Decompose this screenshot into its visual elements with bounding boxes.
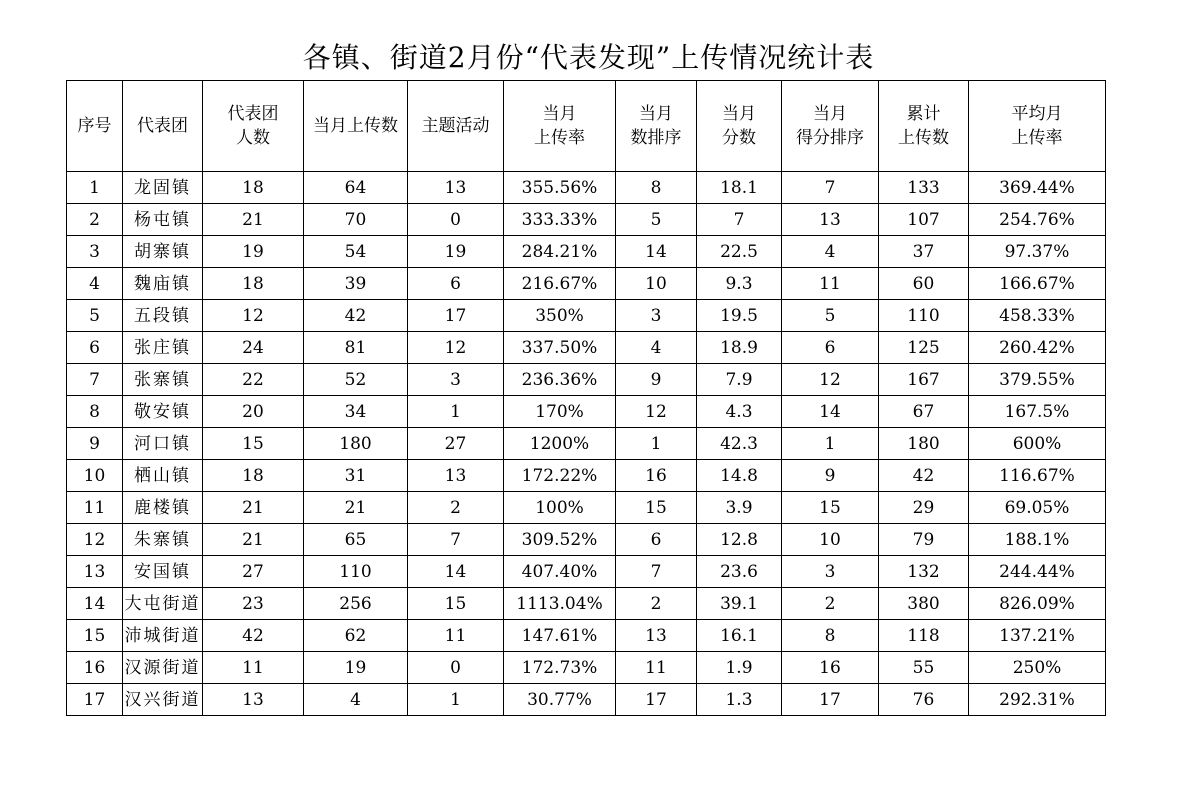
header-row <box>67 81 1106 172</box>
cell-score-rank: 14 <box>782 396 879 428</box>
cell-upload-rank: 6 <box>616 524 697 556</box>
cell-score-rank: 15 <box>782 492 879 524</box>
cell-monthly-uploads: 54 <box>304 236 408 268</box>
cell-avg-monthly-rate: 137.21% <box>969 620 1106 652</box>
cell-members: 42 <box>203 620 304 652</box>
cell-monthly-uploads: 110 <box>304 556 408 588</box>
cell-upload-rank: 1 <box>616 428 697 460</box>
cell-score-rank: 6 <box>782 332 879 364</box>
cell-monthly-score: 23.6 <box>697 556 782 588</box>
cell-delegation: 胡寨镇 <box>123 236 203 268</box>
cell-theme-activities: 11 <box>408 620 504 652</box>
cell-upload-rank: 8 <box>616 172 697 204</box>
cell-avg-monthly-rate: 369.44% <box>969 172 1106 204</box>
cell-monthly-score: 39.1 <box>697 588 782 620</box>
cell-avg-monthly-rate: 260.42% <box>969 332 1106 364</box>
cell-theme-activities: 3 <box>408 364 504 396</box>
cell-monthly-uploads: 65 <box>304 524 408 556</box>
cell-delegation: 杨屯镇 <box>123 204 203 236</box>
cell-total-uploads: 125 <box>879 332 969 364</box>
cell-avg-monthly-rate: 167.5% <box>969 396 1106 428</box>
cell-total-uploads: 29 <box>879 492 969 524</box>
cell-monthly-upload-rate: 407.40% <box>504 556 616 588</box>
cell-total-uploads: 37 <box>879 236 969 268</box>
cell-theme-activities: 1 <box>408 396 504 428</box>
cell-total-uploads: 133 <box>879 172 969 204</box>
cell-total-uploads: 110 <box>879 300 969 332</box>
cell-members: 20 <box>203 396 304 428</box>
cell-total-uploads: 167 <box>879 364 969 396</box>
cell-monthly-uploads: 180 <box>304 428 408 460</box>
cell-delegation: 汉源街道 <box>123 652 203 684</box>
col-header-total-uploads: 累计 上传数 <box>879 81 969 172</box>
cell-members: 22 <box>203 364 304 396</box>
cell-score-rank: 5 <box>782 300 879 332</box>
cell-avg-monthly-rate: 600% <box>969 428 1106 460</box>
cell-delegation: 大屯街道 <box>123 588 203 620</box>
cell-total-uploads: 180 <box>879 428 969 460</box>
col-header-members: 代表团 人数 <box>203 81 304 172</box>
cell-upload-rank: 7 <box>616 556 697 588</box>
col-header-index: 序号 <box>67 81 123 172</box>
table-row <box>67 524 1106 556</box>
cell-avg-monthly-rate: 97.37% <box>969 236 1106 268</box>
table-row <box>67 588 1106 620</box>
table-row <box>67 172 1106 204</box>
cell-theme-activities: 13 <box>408 460 504 492</box>
cell-score-rank: 16 <box>782 652 879 684</box>
cell-score-rank: 11 <box>782 268 879 300</box>
cell-upload-rank: 5 <box>616 204 697 236</box>
cell-avg-monthly-rate: 69.05% <box>969 492 1106 524</box>
col-header-avg-monthly-rate: 平均月 上传率 <box>969 81 1106 172</box>
cell-avg-monthly-rate: 458.33% <box>969 300 1106 332</box>
cell-members: 11 <box>203 652 304 684</box>
cell-theme-activities: 0 <box>408 204 504 236</box>
cell-index: 16 <box>67 652 123 684</box>
cell-total-uploads: 118 <box>879 620 969 652</box>
cell-upload-rank: 10 <box>616 268 697 300</box>
cell-upload-rank: 4 <box>616 332 697 364</box>
cell-members: 18 <box>203 172 304 204</box>
cell-monthly-upload-rate: 355.56% <box>504 172 616 204</box>
cell-monthly-score: 4.3 <box>697 396 782 428</box>
cell-score-rank: 2 <box>782 588 879 620</box>
cell-delegation: 五段镇 <box>123 300 203 332</box>
cell-score-rank: 4 <box>782 236 879 268</box>
cell-index: 14 <box>67 588 123 620</box>
cell-monthly-score: 12.8 <box>697 524 782 556</box>
col-header-monthly-uploads: 当月上传数 <box>304 81 408 172</box>
cell-monthly-uploads: 31 <box>304 460 408 492</box>
cell-index: 8 <box>67 396 123 428</box>
cell-monthly-uploads: 42 <box>304 300 408 332</box>
cell-index: 12 <box>67 524 123 556</box>
cell-total-uploads: 42 <box>879 460 969 492</box>
cell-index: 6 <box>67 332 123 364</box>
cell-monthly-uploads: 81 <box>304 332 408 364</box>
cell-total-uploads: 79 <box>879 524 969 556</box>
cell-monthly-upload-rate: 172.73% <box>504 652 616 684</box>
cell-monthly-score: 19.5 <box>697 300 782 332</box>
cell-avg-monthly-rate: 292.31% <box>969 684 1106 716</box>
cell-monthly-score: 7.9 <box>697 364 782 396</box>
statistics-table <box>66 80 1106 716</box>
cell-upload-rank: 15 <box>616 492 697 524</box>
cell-delegation: 栖山镇 <box>123 460 203 492</box>
cell-avg-monthly-rate: 254.76% <box>969 204 1106 236</box>
cell-theme-activities: 13 <box>408 172 504 204</box>
cell-index: 5 <box>67 300 123 332</box>
cell-members: 18 <box>203 268 304 300</box>
cell-index: 13 <box>67 556 123 588</box>
cell-index: 15 <box>67 620 123 652</box>
cell-index: 3 <box>67 236 123 268</box>
cell-upload-rank: 13 <box>616 620 697 652</box>
cell-monthly-uploads: 21 <box>304 492 408 524</box>
table-row <box>67 396 1106 428</box>
cell-avg-monthly-rate: 188.1% <box>969 524 1106 556</box>
cell-delegation: 张寨镇 <box>123 364 203 396</box>
cell-score-rank: 3 <box>782 556 879 588</box>
cell-monthly-score: 14.8 <box>697 460 782 492</box>
table-row <box>67 364 1106 396</box>
table-row <box>67 492 1106 524</box>
cell-score-rank: 7 <box>782 172 879 204</box>
cell-monthly-score: 3.9 <box>697 492 782 524</box>
cell-monthly-upload-rate: 1200% <box>504 428 616 460</box>
cell-index: 1 <box>67 172 123 204</box>
cell-index: 2 <box>67 204 123 236</box>
table-row <box>67 300 1106 332</box>
cell-monthly-uploads: 19 <box>304 652 408 684</box>
cell-members: 21 <box>203 524 304 556</box>
cell-delegation: 龙固镇 <box>123 172 203 204</box>
cell-delegation: 鹿楼镇 <box>123 492 203 524</box>
cell-total-uploads: 76 <box>879 684 969 716</box>
cell-avg-monthly-rate: 250% <box>969 652 1106 684</box>
cell-theme-activities: 6 <box>408 268 504 300</box>
cell-members: 21 <box>203 204 304 236</box>
cell-index: 17 <box>67 684 123 716</box>
table-row <box>67 684 1106 716</box>
cell-monthly-uploads: 62 <box>304 620 408 652</box>
cell-monthly-uploads: 39 <box>304 268 408 300</box>
cell-monthly-score: 18.9 <box>697 332 782 364</box>
cell-upload-rank: 12 <box>616 396 697 428</box>
cell-theme-activities: 19 <box>408 236 504 268</box>
cell-avg-monthly-rate: 116.67% <box>969 460 1106 492</box>
cell-monthly-uploads: 256 <box>304 588 408 620</box>
cell-monthly-uploads: 34 <box>304 396 408 428</box>
cell-index: 10 <box>67 460 123 492</box>
cell-total-uploads: 55 <box>879 652 969 684</box>
cell-monthly-score: 9.3 <box>697 268 782 300</box>
table-row <box>67 620 1106 652</box>
table-row <box>67 204 1106 236</box>
cell-index: 4 <box>67 268 123 300</box>
cell-monthly-score: 7 <box>697 204 782 236</box>
cell-avg-monthly-rate: 244.44% <box>969 556 1106 588</box>
cell-index: 11 <box>67 492 123 524</box>
cell-monthly-upload-rate: 100% <box>504 492 616 524</box>
cell-delegation: 朱寨镇 <box>123 524 203 556</box>
cell-upload-rank: 17 <box>616 684 697 716</box>
cell-upload-rank: 11 <box>616 652 697 684</box>
cell-index: 7 <box>67 364 123 396</box>
cell-theme-activities: 14 <box>408 556 504 588</box>
cell-score-rank: 9 <box>782 460 879 492</box>
cell-monthly-uploads: 52 <box>304 364 408 396</box>
cell-score-rank: 12 <box>782 364 879 396</box>
cell-monthly-upload-rate: 350% <box>504 300 616 332</box>
cell-delegation: 河口镇 <box>123 428 203 460</box>
cell-monthly-upload-rate: 333.33% <box>504 204 616 236</box>
table-row <box>67 428 1106 460</box>
cell-theme-activities: 2 <box>408 492 504 524</box>
cell-monthly-uploads: 64 <box>304 172 408 204</box>
cell-theme-activities: 12 <box>408 332 504 364</box>
cell-total-uploads: 67 <box>879 396 969 428</box>
col-header-theme-activities: 主题活动 <box>408 81 504 172</box>
table-row <box>67 332 1106 364</box>
cell-theme-activities: 17 <box>408 300 504 332</box>
cell-theme-activities: 7 <box>408 524 504 556</box>
col-header-upload-rank: 当月 数排序 <box>616 81 697 172</box>
page-title: 各镇、街道2月份“代表发现”上传情况统计表 <box>302 41 875 74</box>
cell-theme-activities: 27 <box>408 428 504 460</box>
cell-members: 21 <box>203 492 304 524</box>
table-row <box>67 460 1106 492</box>
cell-avg-monthly-rate: 826.09% <box>969 588 1106 620</box>
cell-upload-rank: 14 <box>616 236 697 268</box>
cell-index: 9 <box>67 428 123 460</box>
cell-delegation: 敬安镇 <box>123 396 203 428</box>
cell-theme-activities: 1 <box>408 684 504 716</box>
cell-score-rank: 10 <box>782 524 879 556</box>
cell-monthly-upload-rate: 170% <box>504 396 616 428</box>
cell-monthly-score: 1.9 <box>697 652 782 684</box>
cell-delegation: 魏庙镇 <box>123 268 203 300</box>
cell-members: 12 <box>203 300 304 332</box>
cell-score-rank: 13 <box>782 204 879 236</box>
cell-members: 15 <box>203 428 304 460</box>
cell-upload-rank: 9 <box>616 364 697 396</box>
cell-monthly-upload-rate: 236.36% <box>504 364 616 396</box>
cell-members: 27 <box>203 556 304 588</box>
cell-monthly-upload-rate: 30.77% <box>504 684 616 716</box>
cell-monthly-score: 22.5 <box>697 236 782 268</box>
cell-upload-rank: 16 <box>616 460 697 492</box>
cell-theme-activities: 15 <box>408 588 504 620</box>
table-row <box>67 556 1106 588</box>
cell-avg-monthly-rate: 166.67% <box>969 268 1106 300</box>
cell-monthly-upload-rate: 172.22% <box>504 460 616 492</box>
cell-monthly-upload-rate: 1113.04% <box>504 588 616 620</box>
cell-members: 23 <box>203 588 304 620</box>
cell-total-uploads: 60 <box>879 268 969 300</box>
cell-upload-rank: 2 <box>616 588 697 620</box>
cell-delegation: 沛城街道 <box>123 620 203 652</box>
cell-monthly-uploads: 4 <box>304 684 408 716</box>
cell-avg-monthly-rate: 379.55% <box>969 364 1106 396</box>
cell-members: 13 <box>203 684 304 716</box>
col-header-score-rank: 当月 得分排序 <box>782 81 879 172</box>
table-row <box>67 236 1106 268</box>
cell-monthly-upload-rate: 284.21% <box>504 236 616 268</box>
cell-total-uploads: 132 <box>879 556 969 588</box>
col-header-monthly-upload-rate: 当月 上传率 <box>504 81 616 172</box>
cell-monthly-upload-rate: 309.52% <box>504 524 616 556</box>
cell-delegation: 安国镇 <box>123 556 203 588</box>
col-header-monthly-score: 当月 分数 <box>697 81 782 172</box>
col-header-delegation: 代表团 <box>123 81 203 172</box>
cell-members: 24 <box>203 332 304 364</box>
cell-monthly-score: 42.3 <box>697 428 782 460</box>
cell-delegation: 汉兴街道 <box>123 684 203 716</box>
cell-total-uploads: 380 <box>879 588 969 620</box>
cell-score-rank: 17 <box>782 684 879 716</box>
cell-monthly-upload-rate: 337.50% <box>504 332 616 364</box>
cell-delegation: 张庄镇 <box>123 332 203 364</box>
cell-score-rank: 8 <box>782 620 879 652</box>
cell-monthly-score: 16.1 <box>697 620 782 652</box>
table-row <box>67 268 1106 300</box>
cell-monthly-uploads: 70 <box>304 204 408 236</box>
cell-monthly-score: 1.3 <box>697 684 782 716</box>
cell-monthly-upload-rate: 216.67% <box>504 268 616 300</box>
cell-total-uploads: 107 <box>879 204 969 236</box>
table-row <box>67 652 1106 684</box>
cell-members: 18 <box>203 460 304 492</box>
cell-upload-rank: 3 <box>616 300 697 332</box>
cell-members: 19 <box>203 236 304 268</box>
cell-theme-activities: 0 <box>408 652 504 684</box>
cell-monthly-upload-rate: 147.61% <box>504 620 616 652</box>
cell-monthly-score: 18.1 <box>697 172 782 204</box>
cell-score-rank: 1 <box>782 428 879 460</box>
